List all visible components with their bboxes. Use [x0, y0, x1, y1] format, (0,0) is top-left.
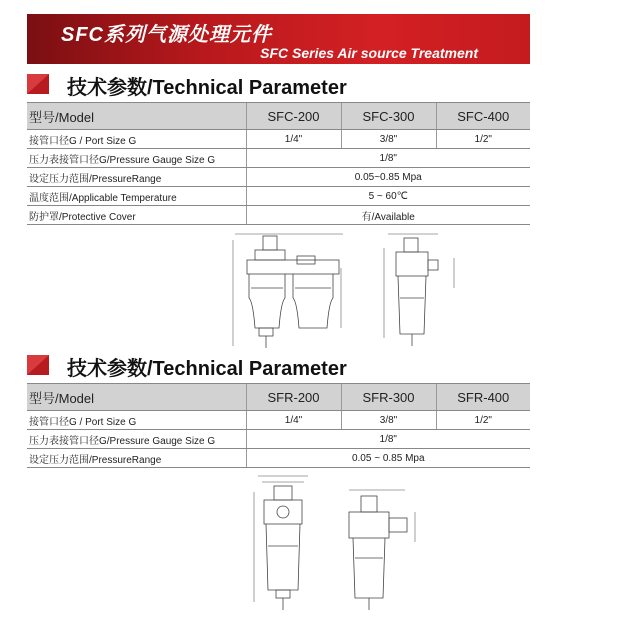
section2-heading-text: 技术参数/Technical Parameter — [67, 358, 347, 380]
table-header-row — [27, 384, 530, 411]
cell-value: 5 ~ 60℃ — [246, 187, 530, 206]
row-label-gauge-size: 压力表接管口径G/Pressure Gauge Size G — [27, 149, 246, 168]
model-sfr-200: SFR-200 — [246, 384, 341, 411]
table-header-row — [27, 103, 530, 130]
table-row — [27, 430, 530, 449]
section1-heading-text: 技术参数/Technical Parameter — [67, 77, 347, 99]
cell-value: 有/Available — [246, 206, 530, 225]
model-label: 型号/Model — [27, 103, 246, 130]
model-sfc-200: SFC-200 — [246, 103, 341, 130]
model-sfc-400: SFC-400 — [436, 103, 530, 130]
row-label-gauge-size: 压力表接管口径G/Pressure Gauge Size G — [27, 430, 246, 449]
row-label-port-size: 接管口径G / Port Size G — [27, 411, 246, 430]
banner-title-en: SFC Series Air source Treatment — [260, 45, 478, 61]
cell-value: 1/8" — [246, 149, 530, 168]
table-row — [27, 449, 530, 468]
sfc-combo-drawing — [225, 228, 355, 358]
spec-table-sfc — [27, 102, 530, 225]
cell-value: 1/4" — [246, 130, 341, 149]
model-sfc-300: SFC-300 — [341, 103, 436, 130]
cell-value: 0.05 ~ 0.85 Mpa — [246, 449, 530, 468]
row-label-protective-cover: 防护罩/Protective Cover — [27, 206, 246, 225]
sfr-front-drawing — [248, 472, 318, 618]
model-sfr-400: SFR-400 — [436, 384, 530, 411]
sfr-side-drawing — [335, 486, 425, 616]
cell-value: 1/4" — [246, 411, 341, 430]
table-row — [27, 130, 530, 149]
cell-value: 0.05~0.85 Mpa — [246, 168, 530, 187]
table-row — [27, 206, 530, 225]
cell-value: 1/2" — [436, 411, 530, 430]
row-label-port-size: 接管口径G / Port Size G — [27, 130, 246, 149]
cell-value: 3/8" — [341, 130, 436, 149]
banner-title-cn: SFC系列气源处理元件 — [61, 24, 272, 46]
row-label-pressure-range: 设定压力范围/PressureRange — [27, 449, 246, 468]
cell-value: 1/8" — [246, 430, 530, 449]
table-row — [27, 411, 530, 430]
table-row — [27, 149, 530, 168]
spec-table-sfr — [27, 383, 530, 468]
model-label: 型号/Model — [27, 384, 246, 411]
table-row — [27, 187, 530, 206]
sfc-side-drawing — [378, 228, 468, 358]
table-row — [27, 168, 530, 187]
row-label-pressure-range: 设定压力范围/PressureRange — [27, 168, 246, 187]
model-sfr-300: SFR-300 — [341, 384, 436, 411]
title-banner — [27, 14, 530, 64]
red-square-icon — [27, 355, 49, 375]
cell-value: 1/2" — [436, 130, 530, 149]
cell-value: 3/8" — [341, 411, 436, 430]
red-square-icon — [27, 74, 49, 94]
row-label-temperature: 温度范围/Applicable Temperature — [27, 187, 246, 206]
